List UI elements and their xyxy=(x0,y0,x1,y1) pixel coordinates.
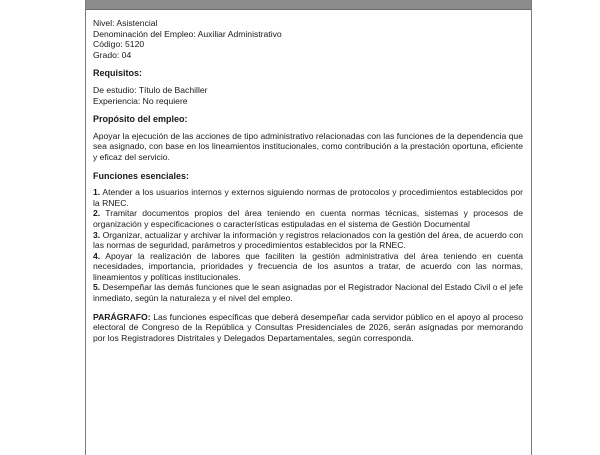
funcion-number: 1. xyxy=(93,187,101,198)
funcion-text: Desempeñar las demás funciones que le sean asignadas por el Registrador Nacional del Estado Civil o el jefe inmediato, según la naturaleza y el nivel del empleo. xyxy=(93,282,523,304)
funcion-number: 4. xyxy=(93,250,101,261)
funcion-item xyxy=(93,282,523,303)
requisitos-heading: Requisitos: xyxy=(93,68,143,79)
job-profile-content xyxy=(93,18,523,343)
grado-text: Grado: 04 xyxy=(93,49,132,60)
funcion-item xyxy=(93,251,523,283)
proposito-heading: Propósito del empleo: xyxy=(93,114,188,125)
funcion-item xyxy=(93,187,523,208)
funcion-text: Organizar, actualizar y archivar la información y registros relacionados con la gestión del área, de acuerdo con las normas de seguridad, parámetros y procedimientos establecidos por la RNEC. xyxy=(93,229,523,251)
funcion-text: Atender a los usuarios internos y externos siguiendo normas de protocolos y procedimientos establecidos por la RNEC. xyxy=(93,187,523,208)
denominacion-text: Denominación del Empleo: Auxiliar Administrativo xyxy=(93,28,282,39)
funciones-heading: Funciones esenciales: xyxy=(93,170,190,181)
table-header-bar xyxy=(86,0,531,10)
funcion-item xyxy=(93,230,523,251)
funcion-text: Tramitar documentos propios del área teniendo en cuenta normas técnicas, sistemas y procesos de organización y especificaciones o características estipuladas en el sistema de Gestión Documental xyxy=(93,208,523,229)
funcion-number: 2. xyxy=(93,208,101,219)
nivel-text: Nivel: Asistencial xyxy=(93,18,158,28)
paragrafo-label: PARÁGRAFO: xyxy=(93,311,151,322)
paragrafo-text xyxy=(93,312,523,344)
proposito-text: Apoyar la ejecución de las acciones de tipo administrativo relacionadas con las funciones de la dependencia que sea asignado, con base en los lineamientos institucionales, como contribución a la prestación oportuna, eficiente y eficaz del servicio. xyxy=(93,130,523,162)
paragrafo-body: Las funciones específicas que deberá desempeñar cada servidor público en el apoyo al proceso electoral de Congreso de la República y Consultas Presidenciales de 2026, serán asignadas por memorando por los Registradores Distritales y Delegados Departamentales, según corresponda. xyxy=(93,311,523,343)
estudio-text: De estudio: Título de Bachiller xyxy=(93,84,208,95)
experiencia-text: Experiencia: No requiere xyxy=(93,95,188,106)
funcion-number: 5. xyxy=(93,282,101,293)
funciones-list xyxy=(93,187,523,304)
funcion-text: Apoyar la realización de labores que faciliten la gestión administrativa del área teniendo en cuenta necesidades, importancia, prioridades y frecuencia de los asuntos a tratar, de acuerdo con las normas, lineamientos y políticas institucionales. xyxy=(93,250,523,282)
document-page xyxy=(85,0,532,455)
funcion-item xyxy=(93,208,523,229)
funcion-number: 3. xyxy=(93,229,101,240)
codigo-text: Código: 5120 xyxy=(93,39,145,50)
